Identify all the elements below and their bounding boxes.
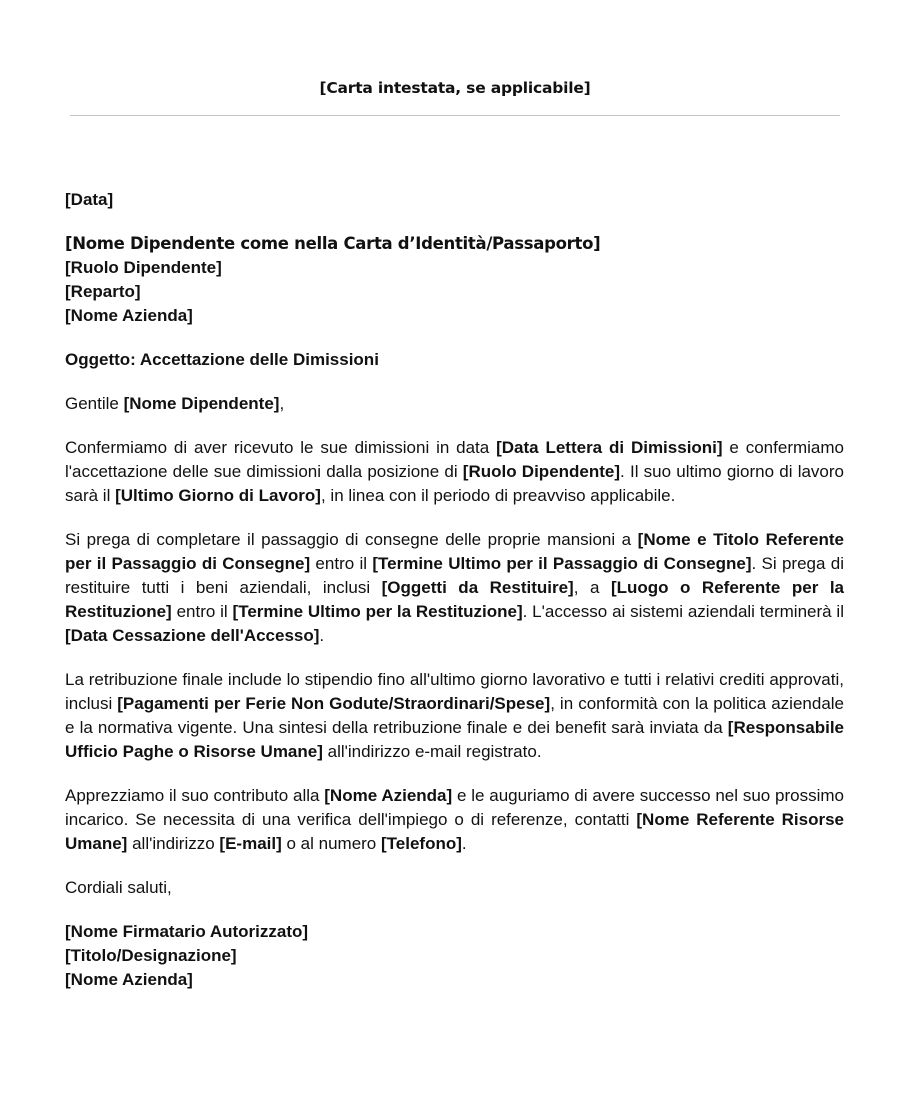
- p4-text-2: e le auguriamo di avere successo nel suo prossimo incarico. Se necessita di una verifica dell'impiego o di referenze, contatti: [65, 786, 844, 829]
- signatory-title: [Titolo/Designazione]: [65, 946, 237, 965]
- p1-bold-3: [Ultimo Giorno di Lavoro]: [115, 486, 321, 505]
- p4-text-3: all'indirizzo: [127, 834, 220, 853]
- p4-bold-4: [Telefono]: [381, 834, 462, 853]
- letterhead-title: [Carta intestata, se applicabile]: [319, 79, 591, 97]
- p4-bold-1: [Nome Azienda]: [324, 786, 453, 805]
- p2-text-4: , a: [573, 578, 611, 597]
- p2-text-2: entro il: [310, 554, 373, 573]
- p1-text-4: , in linea con il periodo di preavviso applicabile.: [320, 486, 676, 505]
- paragraph-appreciation: [65, 784, 844, 856]
- greeting-suffix: ,: [279, 394, 285, 413]
- p2-bold-2: [Termine Ultimo per il Passaggio di Consegne]: [372, 554, 752, 573]
- p4-text-5: .: [461, 834, 467, 853]
- recipient-role: [Ruolo Dipendente]: [65, 258, 222, 277]
- p1-bold-2: [Ruolo Dipendente]: [462, 462, 621, 481]
- p2-text-7: .: [319, 626, 325, 645]
- greeting-line: [65, 392, 844, 416]
- p2-bold-3: [Oggetti da Restituire]: [381, 578, 574, 597]
- recipient-department: [Reparto]: [65, 282, 141, 301]
- p3-text-1: La retribuzione finale include lo stipendio fino all'ultimo giorno lavorativo e tutti i relativi crediti approvati, inclusi: [65, 670, 844, 713]
- p1-bold-1: [Data Lettera di Dimissioni]: [496, 438, 723, 457]
- paragraph-handover: [65, 528, 844, 648]
- p2-bold-5: [Termine Ultimo per la Restituzione]: [232, 602, 523, 621]
- p3-text-2: , in conformità con la politica aziendale e la normativa vigente. Una sintesi della retribuzione finale e dei benefit sarà inviata da: [65, 694, 844, 737]
- greeting-name: [Nome Dipendente]: [123, 394, 280, 413]
- p2-bold-4: [Luogo o Referente per la Restituzione]: [65, 578, 844, 621]
- p4-bold-3: [E-mail]: [219, 834, 282, 853]
- p2-text-1: Si prega di completare il passaggio di consegne delle proprie mansioni a: [65, 530, 638, 549]
- paragraph-resignation: [65, 436, 844, 508]
- closing-line: Cordiali saluti,: [65, 878, 172, 897]
- letter-body: [65, 188, 844, 1012]
- p1-text-2: e confermiamo l'accettazione delle sue dimissioni dalla posizione di: [65, 438, 844, 481]
- signatory-name: [Nome Firmatario Autorizzato]: [65, 922, 309, 941]
- p4-bold-2: [Nome Referente Risorse Umane]: [65, 810, 845, 853]
- greeting-prefix: Gentile: [65, 394, 124, 413]
- p3-bold-1: [Pagamenti per Ferie Non Godute/Straordinari/Spese]: [117, 694, 551, 713]
- paragraph-final-pay: [65, 668, 844, 764]
- recipient-company: [Nome Azienda]: [65, 306, 193, 325]
- p4-text-4: o al numero: [281, 834, 381, 853]
- recipient-block: [65, 232, 844, 328]
- p2-bold-6: [Data Cessazione dell'Accesso]: [65, 626, 320, 645]
- p2-bold-1: [Nome e Titolo Referente per il Passaggio di Consegne]: [65, 530, 844, 573]
- signatory-company: [Nome Azienda]: [65, 970, 193, 989]
- letter-date: [65, 188, 844, 212]
- signature-block: [65, 920, 844, 992]
- p3-bold-2: [Responsabile Ufficio Paghe o Risorse Umane]: [65, 718, 844, 761]
- date-placeholder: [Data]: [65, 190, 114, 209]
- p2-text-5: entro il: [171, 602, 233, 621]
- header-divider: [70, 115, 840, 116]
- p4-text-1: Apprezziamo il suo contributo alla: [65, 786, 325, 805]
- subject-text: Oggetto: Accettazione delle Dimissioni: [65, 350, 379, 369]
- p3-text-3: all'indirizzo e-mail registrato.: [322, 742, 542, 761]
- subject-line: [65, 348, 844, 372]
- p2-text-6: . L'accesso ai sistemi aziendali terminerà il: [522, 602, 844, 621]
- recipient-name: [Nome Dipendente come nella Carta d’Identità/Passaporto]: [65, 234, 601, 253]
- p2-text-3: . Si prega di restituire tutti i beni aziendali, inclusi: [65, 554, 844, 597]
- p1-text-3: . Il suo ultimo giorno di lavoro sarà il: [65, 462, 845, 505]
- p1-text-1: Confermiamo di aver ricevuto le sue dimissioni in data: [65, 438, 497, 457]
